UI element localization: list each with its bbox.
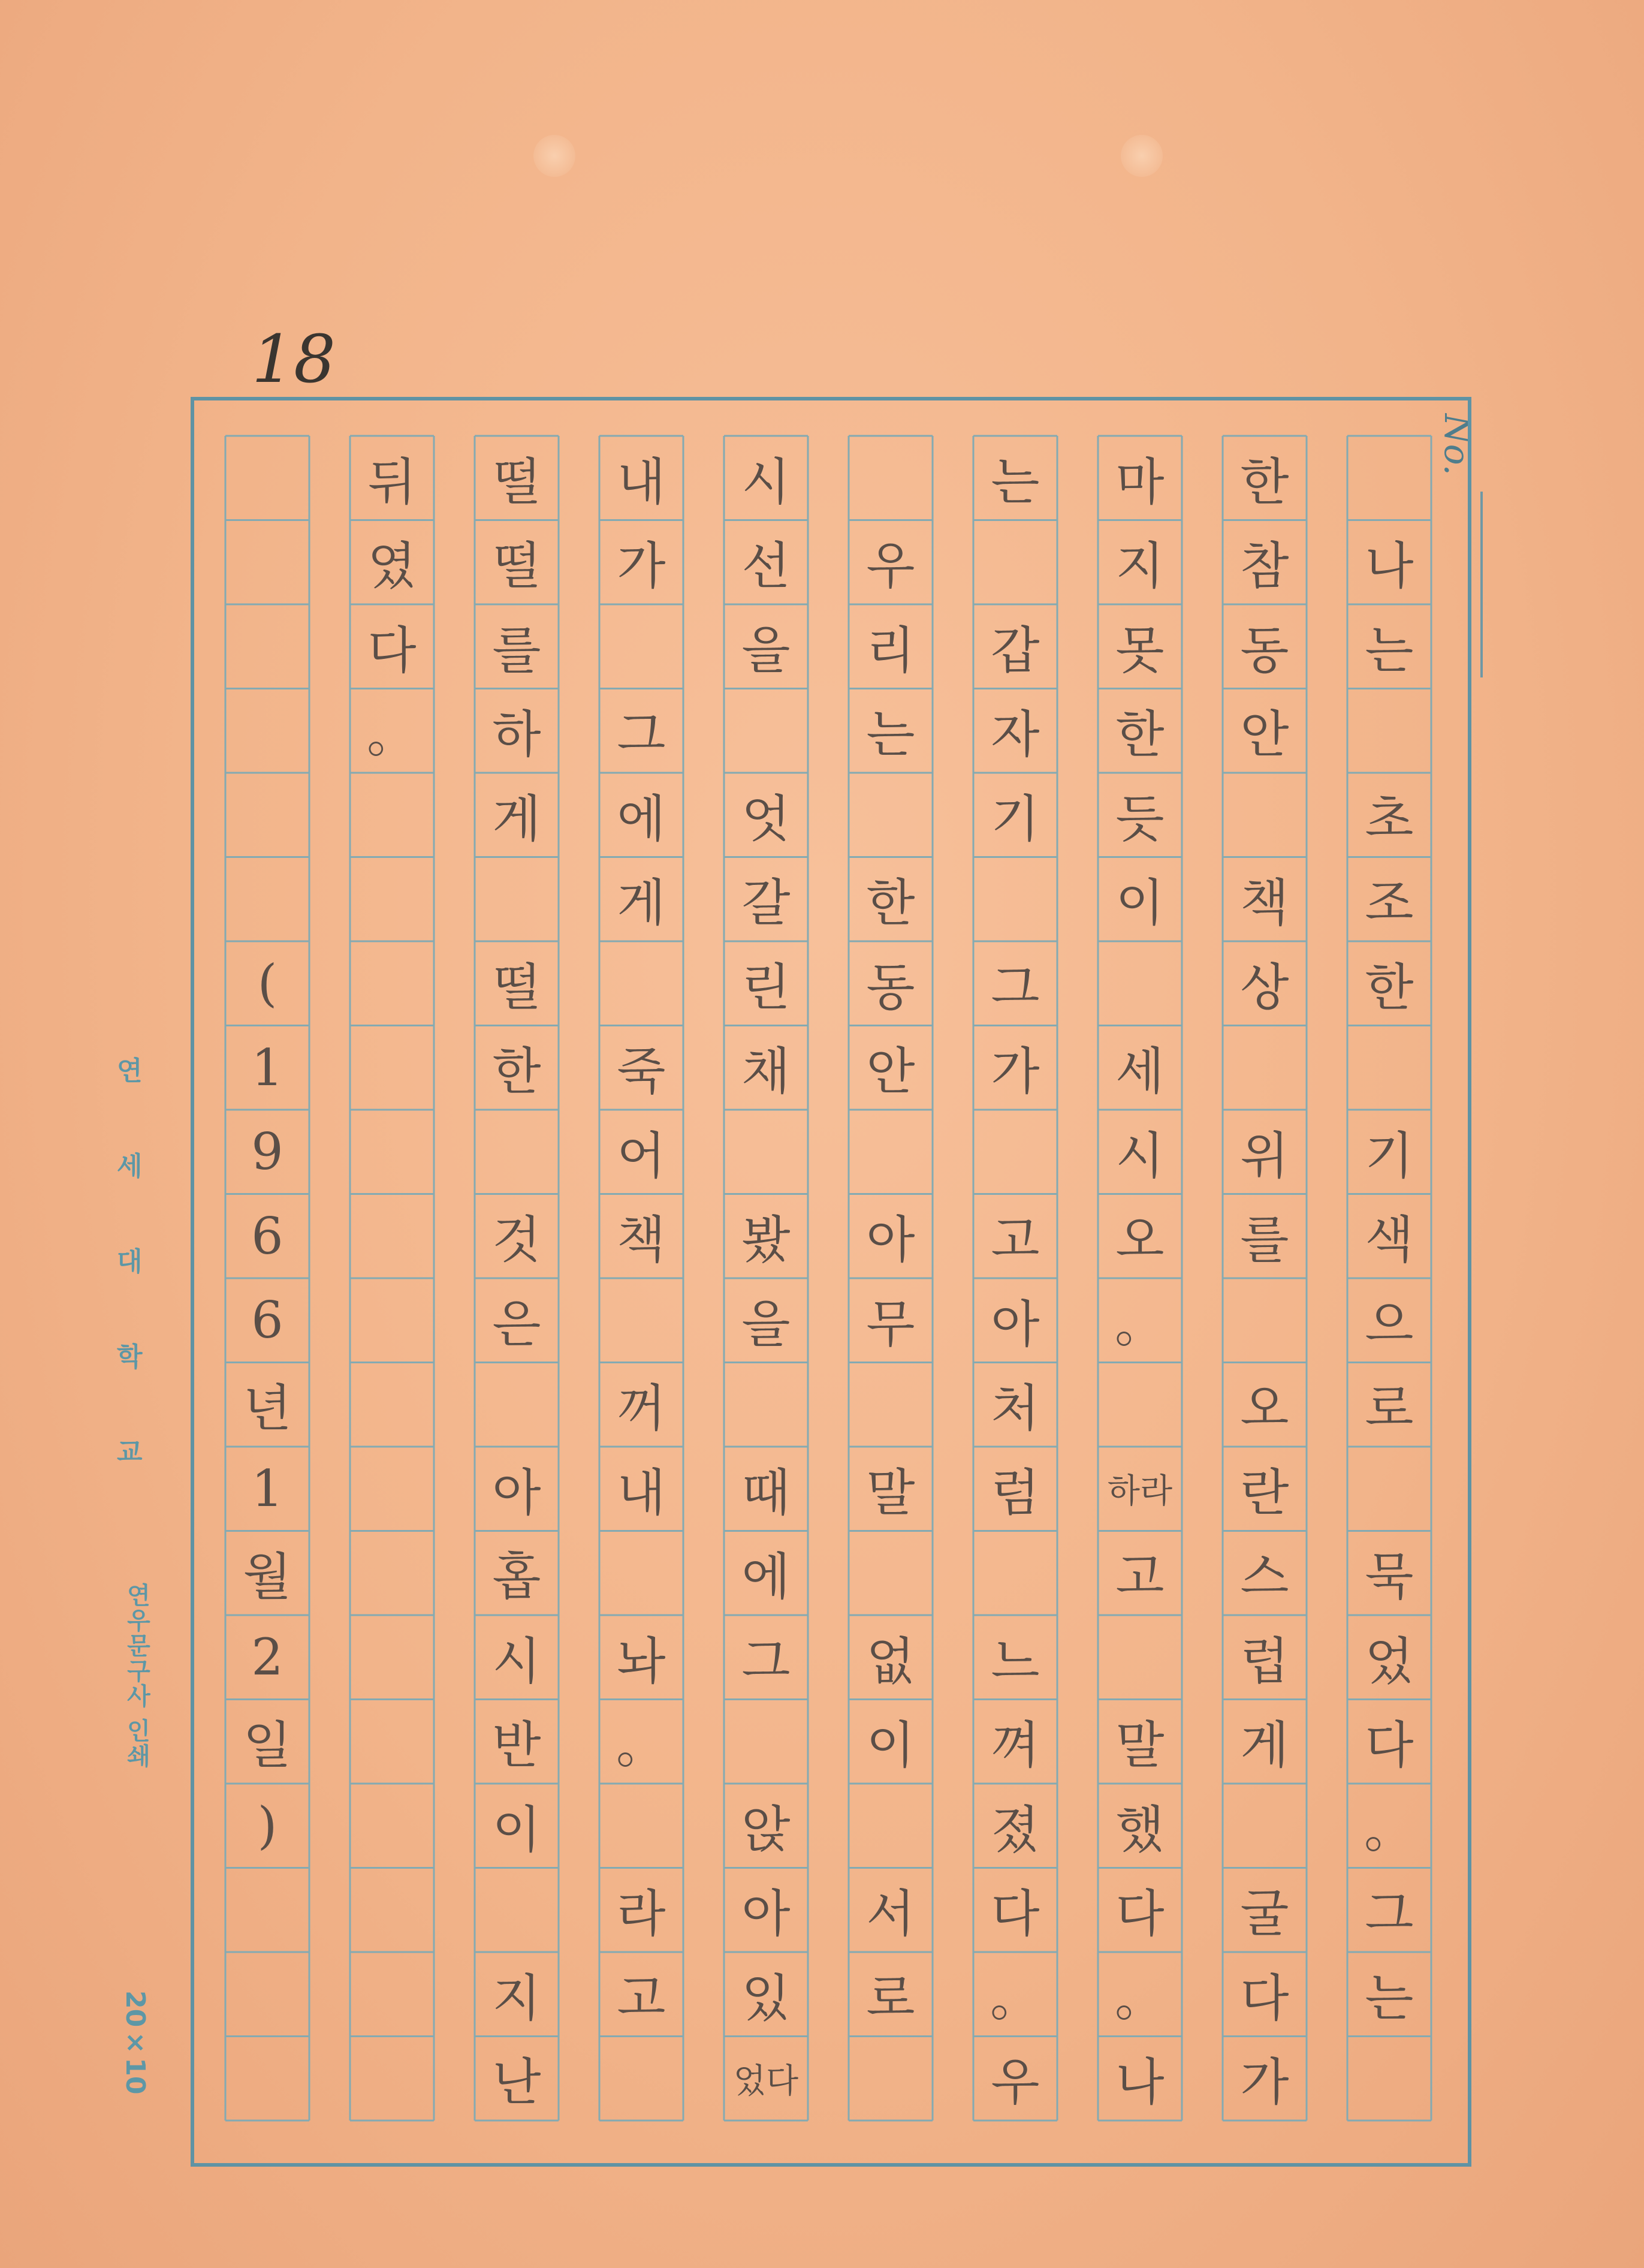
manuscript-cell: 아	[741, 1884, 791, 1943]
manuscript-cell: 위	[1240, 1126, 1289, 1185]
manuscript-cell: 말	[866, 1463, 915, 1522]
manuscript-cell: 갑	[991, 621, 1040, 680]
manuscript-cell: 봤	[741, 1210, 791, 1269]
manuscript-cell: 무	[866, 1294, 915, 1354]
manuscript-cell: 자	[991, 705, 1040, 764]
manuscript-cell: 으	[1365, 1294, 1414, 1354]
manuscript-cell: 기	[991, 789, 1040, 848]
manuscript-cell	[1099, 942, 1181, 1025]
manuscript-cell: 느	[991, 1631, 1040, 1691]
manuscript-cell: 을	[741, 1294, 791, 1354]
university-label	[117, 1049, 143, 1469]
manuscript-cell: 나	[1365, 537, 1414, 595]
manuscript-cell: 시	[741, 452, 791, 511]
manuscript-cell: 에	[741, 1547, 791, 1606]
manuscript-cell	[600, 1532, 683, 1615]
manuscript-cell: 다	[991, 1884, 1040, 1943]
manuscript-cell: 가	[1240, 2053, 1289, 2112]
manuscript-cell: 년	[243, 1379, 292, 1438]
manuscript-cell: 책	[1240, 874, 1289, 932]
serial-label: No.	[1437, 414, 1477, 476]
manuscript-cell: 안	[866, 1042, 915, 1101]
manuscript-cell: 처	[991, 1379, 1040, 1438]
manuscript-cell	[849, 1784, 932, 1867]
manuscript-cell: 동	[1240, 621, 1289, 680]
manuscript-cell: 린	[741, 957, 791, 1017]
manuscript-cell: 그	[991, 957, 1040, 1017]
manuscript-cell: 했	[1115, 1800, 1165, 1859]
manuscript-cell	[351, 1363, 433, 1446]
manuscript-cell: 아	[991, 1294, 1040, 1354]
manuscript-cell: 있	[741, 1968, 791, 2028]
manuscript-cell: 반	[492, 1716, 541, 1775]
manuscript-cell: 는	[1365, 621, 1414, 680]
manuscript-cell: 1	[251, 1459, 283, 1518]
manuscript-cell: 못	[1115, 621, 1165, 680]
manuscript-cell: 시	[1115, 1126, 1165, 1185]
manuscript-cell: 오	[1240, 1379, 1289, 1438]
manuscript-cell: 우	[866, 537, 915, 595]
manuscript-cell: 었다	[733, 2061, 799, 2101]
manuscript-cell: 동	[866, 957, 915, 1017]
manuscript-cell: 놔	[617, 1631, 666, 1691]
manuscript-cell: 죽	[617, 1042, 666, 1101]
manuscript-cell: 다	[367, 621, 417, 680]
manuscript-cell	[1348, 1026, 1431, 1109]
manuscript-cell	[226, 1953, 309, 2035]
manuscript-cell: 앉	[741, 1800, 791, 1859]
manuscript-cell: 한	[1365, 957, 1414, 1017]
manuscript-cell	[849, 2037, 932, 2120]
manuscript-cell: 지	[492, 1968, 541, 2028]
manuscript-cell: 것	[492, 1210, 541, 1269]
manuscript-cell: 어	[617, 1126, 666, 1185]
university-char: 연	[117, 1056, 143, 1086]
manuscript-cell: 내	[617, 1463, 666, 1522]
manuscript-cell: 채	[741, 1042, 791, 1101]
manuscript-cell: 이	[492, 1800, 541, 1859]
manuscript-cell: 묵	[1365, 1547, 1414, 1606]
manuscript-cell: 아	[492, 1463, 541, 1522]
manuscript-cell	[226, 436, 309, 519]
manuscript-cell: 난	[492, 2053, 541, 2112]
manuscript-cell: 떨	[492, 957, 541, 1017]
manuscript-cell: 럼	[991, 1463, 1040, 1522]
manuscript-cell: 를	[1240, 1210, 1289, 1269]
manuscript-cell	[600, 2037, 683, 2120]
manuscript-cell	[1099, 1616, 1181, 1698]
manuscript-cell	[475, 1110, 558, 1193]
manuscript-cell	[600, 605, 683, 688]
manuscript-cell: 。	[1114, 1294, 1165, 1354]
manuscript-cell	[974, 858, 1057, 941]
manuscript-cell	[725, 1700, 807, 1783]
manuscript-cell: 。	[1364, 1800, 1414, 1859]
manuscript-cell	[226, 689, 309, 772]
manuscript-cell: 책	[617, 1210, 666, 1269]
manuscript-cell: 서	[866, 1884, 915, 1943]
manuscript-cell: 고	[617, 1968, 666, 2028]
manuscript-cell: 를	[492, 621, 541, 680]
manuscript-cell	[1348, 1447, 1431, 1530]
manuscript-cell: 는	[991, 452, 1040, 511]
manuscript-cell: 6	[251, 1206, 283, 1266]
manuscript-cell: 이	[866, 1716, 915, 1775]
manuscript-cell: 1	[251, 1038, 283, 1097]
manuscript-cell: 을	[741, 621, 791, 680]
manuscript-cell: 조	[1365, 874, 1414, 932]
manuscript-cell: 다	[1365, 1716, 1414, 1775]
manuscript-cell	[725, 1110, 807, 1193]
manuscript-cell	[351, 858, 433, 941]
manuscript-cell: 한	[1115, 705, 1165, 764]
manuscript-cell: 그	[617, 705, 666, 764]
manuscript-cell: 기	[1365, 1126, 1414, 1185]
manuscript-cell	[226, 858, 309, 941]
manuscript-cell: 홉	[492, 1547, 541, 1606]
manuscript-cell	[475, 1869, 558, 1951]
manuscript-cell: 아	[866, 1210, 915, 1269]
manuscript-cell: 6	[251, 1291, 283, 1350]
manuscript-cell: 색	[1365, 1210, 1414, 1269]
manuscript-cell: 다	[1115, 1884, 1165, 1943]
manuscript-cell	[600, 1784, 683, 1867]
manuscript-cell	[351, 2037, 433, 2120]
manuscript-cell: 참	[1240, 537, 1289, 595]
manuscript-cell: 가	[617, 537, 666, 595]
manuscript-cell: 갈	[741, 874, 791, 932]
manuscript-cell: 말	[1115, 1716, 1165, 1775]
manuscript-cell	[226, 773, 309, 856]
manuscript-cell	[974, 1532, 1057, 1615]
manuscript-cell	[226, 2037, 309, 2120]
manuscript-cell: 일	[243, 1716, 292, 1775]
manuscript-cell	[351, 1869, 433, 1951]
manuscript-cell: 럽	[1240, 1631, 1289, 1691]
manuscript-cell: )	[257, 1796, 277, 1855]
manuscript-cell: 한	[866, 874, 915, 932]
manuscript-cell	[849, 436, 932, 519]
manuscript-cell: 한	[1240, 452, 1289, 511]
manuscript-cell	[1223, 1784, 1306, 1867]
manuscript-cell: 가	[991, 1042, 1040, 1101]
manuscript-cell	[351, 1784, 433, 1867]
manuscript-cell: 초	[1365, 789, 1414, 848]
manuscript-cell: 란	[1240, 1463, 1289, 1522]
manuscript-cell	[351, 1110, 433, 1193]
manuscript-cell: 껴	[991, 1716, 1040, 1775]
manuscript-cell: (	[257, 954, 277, 1013]
manuscript-cell: 은	[492, 1294, 541, 1354]
manuscript-cell: 꺼	[617, 1379, 666, 1438]
manuscript-cell: 게	[617, 874, 666, 932]
manuscript-cell: 없	[866, 1631, 915, 1691]
manuscript-cell	[351, 1616, 433, 1698]
manuscript-cell: 떨	[492, 537, 541, 595]
manuscript-cell: 리	[866, 621, 915, 680]
manuscript-cell	[226, 521, 309, 604]
manuscript-cell: 이	[1115, 874, 1165, 932]
manuscript-cell	[974, 1110, 1057, 1193]
manuscript-cell: 는	[1365, 1968, 1414, 2028]
manuscript-cell	[351, 1026, 433, 1109]
printer-label: 연우문구사 인쇄	[123, 1583, 150, 1769]
university-char: 교	[117, 1437, 143, 1468]
manuscript-cell: 게	[1240, 1716, 1289, 1775]
manuscript-cell	[351, 1953, 433, 2035]
university-char: 세	[117, 1151, 143, 1182]
manuscript-cell	[351, 1532, 433, 1615]
manuscript-cell: 하	[492, 705, 541, 764]
manuscript-cell: 다	[1240, 1968, 1289, 2028]
manuscript-cell	[226, 605, 309, 688]
manuscript-cell	[725, 689, 807, 772]
manuscript-cell	[475, 858, 558, 941]
manuscript-cell: 하라	[1107, 1472, 1173, 1511]
manuscript-cell	[1348, 689, 1431, 772]
manuscript-cell: 시	[492, 1631, 541, 1691]
manuscript-cell	[849, 1532, 932, 1615]
manuscript-cell: 는	[866, 705, 915, 764]
manuscript-cell: 。	[366, 705, 417, 764]
manuscript-cell: 그	[741, 1631, 791, 1691]
manuscript-cell	[600, 942, 683, 1025]
manuscript-cell: 한	[492, 1042, 541, 1101]
manuscript-cell: 고	[991, 1210, 1040, 1269]
manuscript-cell: 떨	[492, 452, 541, 511]
manuscript-cell	[1348, 2037, 1431, 2120]
manuscript-cell	[351, 773, 433, 856]
manuscript-cell: 뒤	[367, 452, 417, 511]
manuscript-cell: 로	[866, 1968, 915, 2028]
manuscript-cell: 졌	[991, 1800, 1040, 1859]
manuscript-cell	[849, 1363, 932, 1446]
manuscript-cell	[725, 1363, 807, 1446]
manuscript-cell	[351, 1279, 433, 1362]
page-number: 18	[252, 321, 336, 397]
manuscript-cell	[351, 1195, 433, 1278]
manuscript-cell: 듯	[1115, 789, 1165, 848]
manuscript-cell: 굴	[1240, 1884, 1289, 1943]
manuscript-cell: 월	[243, 1547, 292, 1606]
manuscript-cell: 。	[616, 1716, 666, 1775]
university-char: 학	[117, 1342, 143, 1372]
manuscript-cell: 。	[990, 1968, 1040, 2028]
manuscript-cell	[1099, 1363, 1181, 1446]
manuscript-cell	[351, 1447, 433, 1530]
manuscript-cell: 었	[1365, 1631, 1414, 1691]
manuscript-cell: 나	[1115, 2053, 1165, 2112]
manuscript-cell: 게	[492, 789, 541, 848]
manuscript-cell	[1223, 1279, 1306, 1362]
manuscript-cell: 9	[251, 1122, 283, 1181]
manuscript-cell: 안	[1240, 705, 1289, 764]
manuscript-cell: 。	[1114, 1968, 1165, 2028]
manuscript-cell: 오	[1115, 1210, 1165, 1269]
manuscript-cell: 에	[617, 789, 666, 848]
manuscript-cell: 선	[741, 537, 791, 595]
manuscript-cell	[351, 1700, 433, 1783]
university-char: 대	[117, 1246, 143, 1277]
manuscript-cell: 지	[1115, 537, 1165, 595]
manuscript-cell: 고	[1115, 1547, 1165, 1606]
manuscript-cell: 때	[741, 1463, 791, 1522]
manuscript-cell	[351, 942, 433, 1025]
manuscript-cell	[1348, 436, 1431, 519]
manuscript-cell: 2	[251, 1628, 283, 1686]
manuscript-cell: 였	[367, 537, 417, 595]
manuscript-cell: 상	[1240, 957, 1289, 1017]
manuscript-cell	[475, 1363, 558, 1446]
manuscript-cell: 로	[1365, 1379, 1414, 1438]
manuscript-cell: 세	[1115, 1042, 1165, 1101]
manuscript-cell	[849, 773, 932, 856]
manuscript-cell	[226, 1869, 309, 1951]
manuscript-cell: 엇	[741, 789, 791, 848]
manuscript-cell: 우	[991, 2053, 1040, 2112]
manuscript-cell	[1223, 1026, 1306, 1109]
manuscript-cell: 스	[1240, 1547, 1289, 1606]
manuscript-cell	[974, 521, 1057, 604]
manuscript-cell	[849, 1110, 932, 1193]
paper-size-label: 20×10	[120, 1990, 150, 2095]
manuscript-cell: 마	[1115, 452, 1165, 511]
manuscript-cell	[600, 1279, 683, 1362]
manuscript-cell: 라	[617, 1884, 666, 1943]
manuscript-cell	[1223, 773, 1306, 856]
manuscript-cell: 내	[617, 452, 666, 511]
manuscript-cell: 그	[1365, 1884, 1414, 1943]
